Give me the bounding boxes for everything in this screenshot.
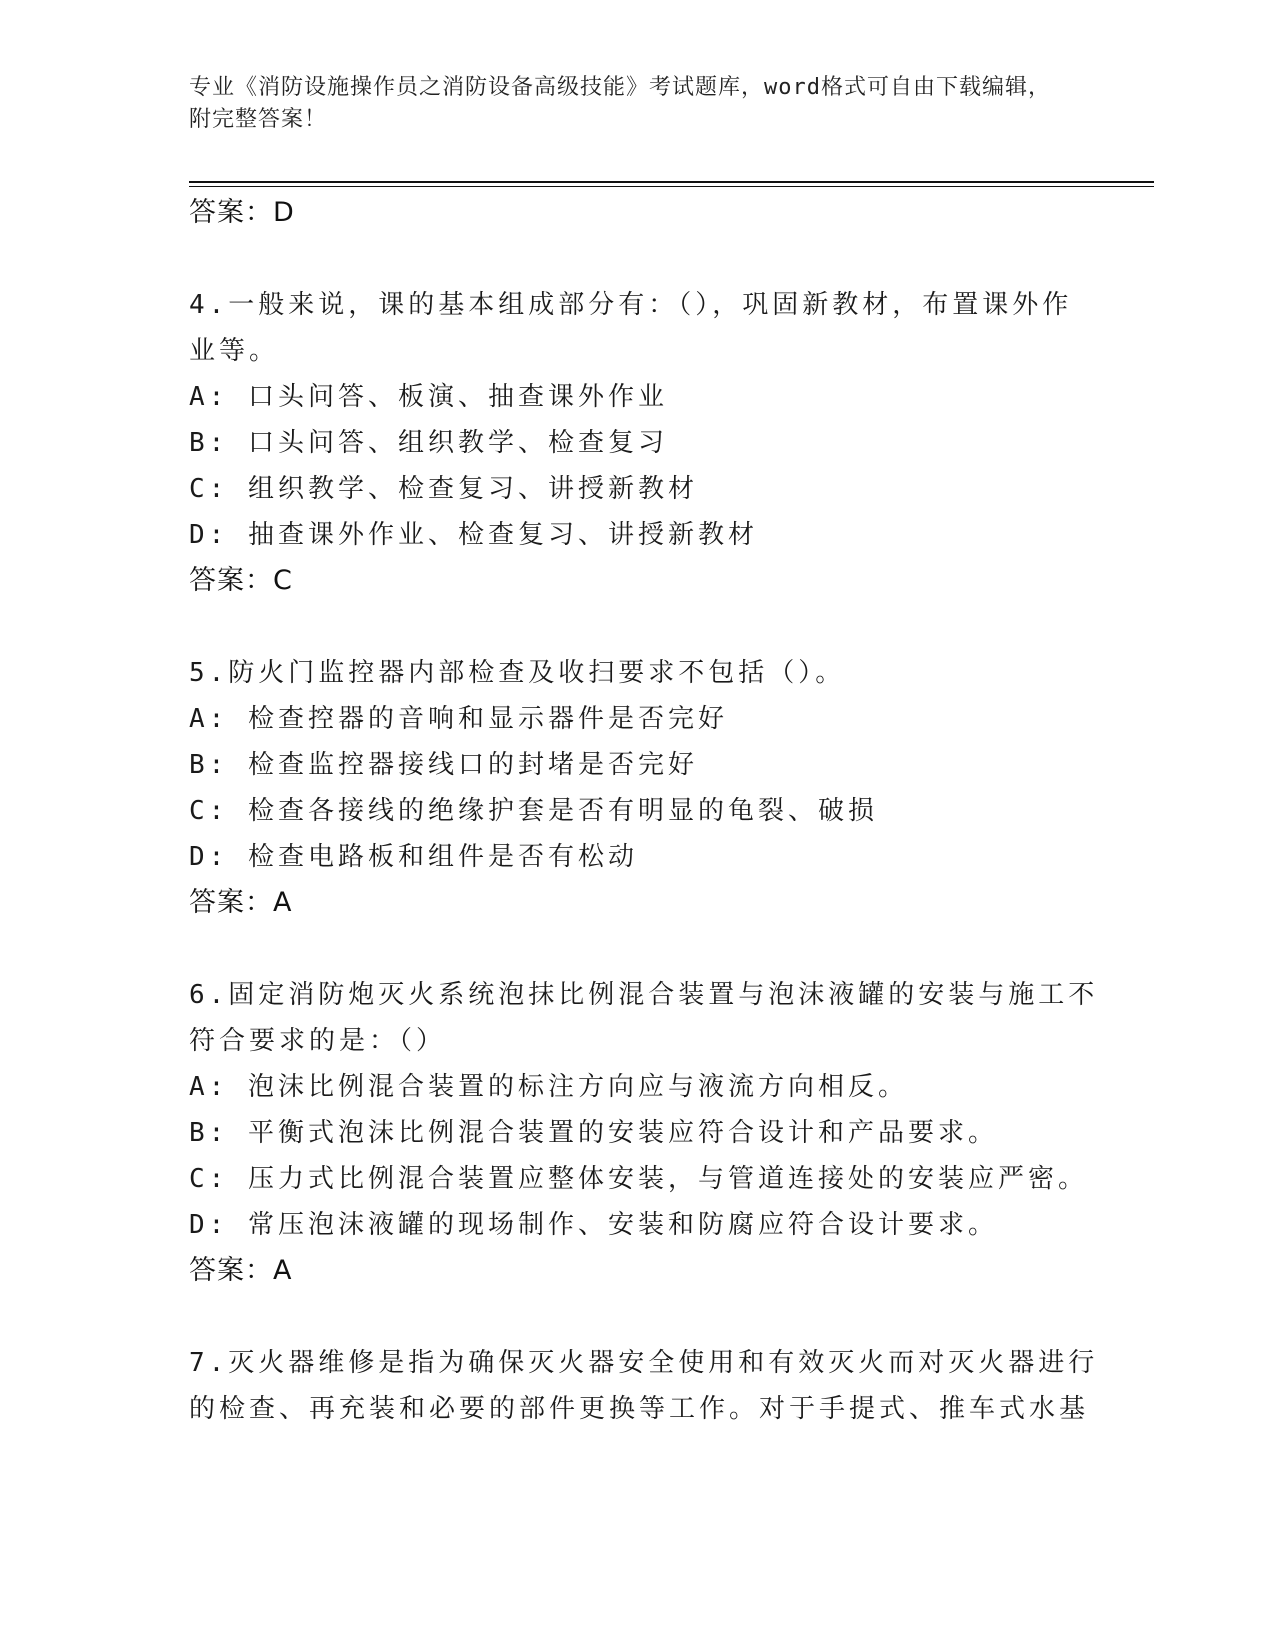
spacer (189, 604, 1069, 650)
option-b: B: 平衡式泡沫比例混合装置的安装应符合设计和产品要求。 (189, 1118, 998, 1148)
question-6 (189, 972, 1099, 1294)
question-stem-line: 6.固定消防炮灭火系统泡抹比例混合装置与泡沫液罐的安装与施工不 (189, 980, 1099, 1010)
document-body (189, 190, 1099, 1432)
question-stem-line: 的检查、再充装和必要的部件更换等工作。对于手提式、推车式水基 (189, 1394, 1090, 1424)
option-b: B: 口头问答、组织教学、检查复习 (189, 428, 668, 458)
spacer (189, 236, 1069, 282)
spacer (189, 926, 1069, 972)
answer: 答案：A (189, 1255, 293, 1286)
question-stem-line: 7.灭火器维修是指为确保灭火器安全使用和有效灭火而对灭火器进行 (189, 1348, 1099, 1378)
option-d: D: 常压泡沫液罐的现场制作、安装和防腐应符合设计要求。 (189, 1210, 998, 1240)
question-7 (189, 1340, 1099, 1432)
option-a: A: 口头问答、板演、抽查课外作业 (189, 382, 668, 412)
option-c: C: 检查各接线的绝缘护套是否有明显的龟裂、破损 (189, 796, 878, 826)
option-a: A: 泡沫比例混合装置的标注方向应与液流方向相反。 (189, 1072, 908, 1102)
answer: 答案：C (189, 565, 293, 596)
option-d: D: 抽查课外作业、检查复习、讲授新教材 (189, 520, 758, 550)
document-header (189, 72, 1069, 136)
option-c: C: 压力式比例混合装置应整体安装，与管道连接处的安装应严密。 (189, 1164, 1088, 1194)
answer-prev: 答案：D (189, 197, 295, 228)
question-5 (189, 650, 1069, 926)
question-4 (189, 282, 1073, 604)
header-divider-thin (189, 186, 1154, 187)
header-text: 专业《消防设施操作员之消防设备高级技能》考试题库，word格式可自由下载编辑，附完整答案！ (189, 75, 1051, 132)
option-b: B: 检查监控器接线口的封堵是否完好 (189, 750, 698, 780)
option-c: C: 组织教学、检查复习、讲授新教材 (189, 474, 698, 504)
option-d: D: 检查电路板和组件是否有松动 (189, 842, 638, 872)
question-stem-line: 业等。 (189, 336, 280, 366)
spacer (189, 1294, 1069, 1340)
question-stem-line: 4.一般来说，课的基本组成部分有：（），巩固新教材，布置课外作 (189, 290, 1073, 320)
header-divider-thick (189, 181, 1154, 183)
question-stem-line: 符合要求的是：（） (189, 1026, 447, 1056)
question-stem-line: 5.防火门监控器内部检查及收扫要求不包括（）。 (189, 658, 846, 688)
option-a: A: 检查控器的音响和显示器件是否完好 (189, 704, 728, 734)
answer: 答案：A (189, 887, 293, 918)
